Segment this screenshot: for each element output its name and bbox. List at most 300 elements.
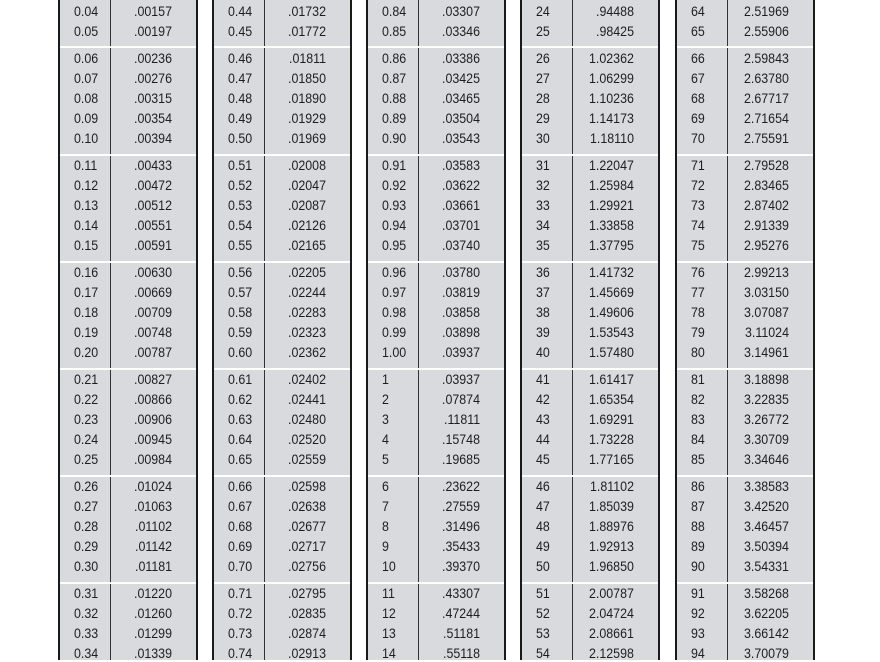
table-cell-mm: 0.15 <box>74 238 99 254</box>
table-cell-mm: 14 <box>382 646 396 662</box>
table-cell-inches: .03307 <box>442 4 480 19</box>
group-separator <box>368 582 504 584</box>
table-cell-inches: 2.87402 <box>744 197 789 213</box>
group-separator <box>60 368 196 370</box>
table-cell-mm: 0.59 <box>228 325 253 341</box>
table-cell-inches: 2.00787 <box>589 585 634 601</box>
column-divider <box>110 0 111 660</box>
table-cell-inches: .35433 <box>442 539 480 555</box>
table-cell-mm: 0.88 <box>382 90 407 106</box>
group-separator <box>677 261 813 263</box>
table-cell-inches: .02126 <box>288 218 326 234</box>
table-cell-inches: .19685 <box>442 452 480 468</box>
table-cell-mm: 0.74 <box>228 646 253 662</box>
group-separator <box>677 46 813 48</box>
table-cell-inches: .02677 <box>288 519 326 535</box>
table-cell-mm: 8 <box>382 519 389 535</box>
table-cell-inches: .01890 <box>288 90 326 106</box>
table-cell-mm: 11 <box>382 585 395 601</box>
table-cell-inches: .01220 <box>134 585 172 601</box>
table-cell-inches: 1.29921 <box>589 197 634 213</box>
table-cell-inches: .03661 <box>442 197 480 213</box>
table-cell-mm: 0.57 <box>228 284 253 300</box>
table-cell-inches: 3.38583 <box>744 478 789 494</box>
table-cell-inches: .43307 <box>442 585 480 601</box>
table-cell-inches: .00472 <box>134 177 172 193</box>
table-cell-mm: 30 <box>536 131 550 147</box>
table-cell-mm: 0.86 <box>382 50 407 66</box>
group-separator <box>522 154 658 156</box>
table-cell-mm: 36 <box>536 264 550 280</box>
table-cell-mm: 4 <box>382 432 389 448</box>
table-cell-mm: 0.33 <box>74 626 99 642</box>
table-cell-inches: .00669 <box>134 284 172 300</box>
table-cell-inches: .01299 <box>134 626 172 642</box>
table-cell-inches: .01772 <box>288 24 326 40</box>
table-cell-mm: 70 <box>691 131 705 147</box>
table-cell-inches: .03780 <box>442 264 480 280</box>
table-cell-inches: 2.12598 <box>589 646 634 662</box>
table-cell-mm: 0.10 <box>74 131 99 147</box>
table-cell-mm: 0.25 <box>74 452 99 468</box>
table-cell-mm: 89 <box>691 539 705 555</box>
table-cell-mm: 34 <box>536 218 550 234</box>
table-cell-inches: 3.30709 <box>744 432 789 448</box>
group-separator <box>368 154 504 156</box>
table-cell-mm: 0.13 <box>74 197 99 213</box>
table-cell-mm: 45 <box>536 452 550 468</box>
table-cell-mm: 3 <box>382 412 389 428</box>
table-cell-mm: 54 <box>536 646 550 662</box>
table-cell-mm: 64 <box>691 4 705 19</box>
table-cell-inches: .02205 <box>288 264 326 280</box>
table-cell-inches: .03425 <box>442 70 480 86</box>
table-cell-mm: 0.53 <box>228 197 253 213</box>
table-cell-mm: 0.93 <box>382 197 407 213</box>
table-cell-mm: 9 <box>382 539 389 555</box>
table-cell-inches: .01024 <box>134 478 172 494</box>
table-cell-mm: 0.09 <box>74 111 99 127</box>
table-cell-inches: .02047 <box>288 177 326 193</box>
group-separator <box>522 261 658 263</box>
table-cell-inches: 3.50394 <box>744 539 789 555</box>
table-cell-inches: .02795 <box>288 585 326 601</box>
table-cell-mm: 93 <box>691 626 705 642</box>
table-cell-inches: .02520 <box>288 432 326 448</box>
table-cell-mm: 13 <box>382 626 396 642</box>
column-divider <box>572 0 573 660</box>
table-cell-inches: .01850 <box>288 70 326 86</box>
table-cell-inches: .31496 <box>442 519 480 535</box>
table-cell-inches: .02283 <box>288 305 326 320</box>
column-divider <box>264 0 265 660</box>
table-cell-mm: 0.26 <box>74 478 99 494</box>
group-separator <box>677 368 813 370</box>
table-cell-mm: 0.18 <box>74 305 99 320</box>
table-cell-inches: .00157 <box>134 4 172 19</box>
table-cell-mm: 71 <box>691 157 705 173</box>
table-cell-mm: 0.85 <box>382 24 407 40</box>
table-cell-inches: .23622 <box>442 478 480 494</box>
table-cell-inches: .03937 <box>442 371 480 387</box>
table-cell-inches: .39370 <box>442 559 480 575</box>
table-cell-inches: 1.65354 <box>589 391 634 407</box>
table-cell-inches: 3.46457 <box>744 519 789 535</box>
table-cell-mm: 0.99 <box>382 325 407 341</box>
table-cell-inches: 3.62205 <box>744 606 789 621</box>
table-cell-inches: .03465 <box>442 90 480 106</box>
table-cell-mm: 28 <box>536 90 550 106</box>
table-cell-inches: .98425 <box>596 24 634 40</box>
group-separator <box>522 582 658 584</box>
table-cell-inches: .00709 <box>134 305 172 320</box>
table-cell-mm: 0.73 <box>228 626 253 642</box>
table-cell-mm: 88 <box>691 519 705 535</box>
table-cell-mm: 0.50 <box>228 131 253 147</box>
group-separator <box>368 261 504 263</box>
table-cell-inches: 1.96850 <box>589 559 634 575</box>
table-cell-inches: .03622 <box>442 177 480 193</box>
table-cell-mm: 90 <box>691 559 705 575</box>
group-separator <box>60 475 196 477</box>
table-cell-inches: .02638 <box>288 498 326 514</box>
table-cell-inches: .00945 <box>134 432 172 448</box>
group-separator <box>214 368 350 370</box>
table-cell-inches: 2.04724 <box>589 606 634 621</box>
table-cell-mm: 5 <box>382 452 389 468</box>
table-cell-inches: .02362 <box>288 345 326 361</box>
group-separator <box>60 261 196 263</box>
table-cell-mm: 38 <box>536 305 550 320</box>
group-separator <box>677 582 813 584</box>
table-cell-mm: 68 <box>691 90 705 106</box>
table-cell-mm: 10 <box>382 559 396 575</box>
table-cell-inches: .02874 <box>288 626 326 642</box>
table-cell-inches: .03543 <box>442 131 480 147</box>
table-cell-mm: 29 <box>536 111 550 127</box>
table-cell-inches: .00827 <box>134 371 172 387</box>
table-cell-mm: 48 <box>536 519 550 535</box>
table-cell-mm: 0.95 <box>382 238 407 254</box>
table-cell-inches: 1.85039 <box>589 498 634 514</box>
table-cell-inches: .01142 <box>134 539 172 555</box>
group-separator <box>368 475 504 477</box>
table-cell-inches: 2.95276 <box>744 238 789 254</box>
group-separator <box>522 475 658 477</box>
table-cell-mm: 78 <box>691 305 705 320</box>
table-cell-mm: 0.31 <box>74 585 99 601</box>
table-cell-mm: 0.28 <box>74 519 99 535</box>
table-cell-inches: .02323 <box>288 325 326 341</box>
group-separator <box>60 582 196 584</box>
table-cell-inches: .03740 <box>442 238 480 254</box>
table-cell-mm: 41 <box>536 371 550 387</box>
table-cell-inches: 3.03150 <box>744 284 789 300</box>
table-cell-mm: 0.84 <box>382 4 407 19</box>
table-cell-inches: 2.08661 <box>589 626 634 642</box>
table-cell-mm: 94 <box>691 646 705 662</box>
table-cell-mm: 35 <box>536 238 550 254</box>
table-cell-inches: 1.73228 <box>589 432 634 448</box>
table-cell-mm: 44 <box>536 432 550 448</box>
table-cell-inches: 2.51969 <box>744 4 789 19</box>
group-separator <box>522 46 658 48</box>
table-cell-inches: .02402 <box>288 371 326 387</box>
table-cell-inches: 3.11024 <box>745 325 789 341</box>
table-cell-mm: 43 <box>536 412 550 428</box>
table-cell-inches: 1.14173 <box>589 111 634 127</box>
table-cell-mm: 85 <box>691 452 705 468</box>
table-cell-mm: 0.44 <box>228 4 253 19</box>
table-cell-inches: 2.79528 <box>744 157 789 173</box>
table-cell-mm: 65 <box>691 24 705 40</box>
table-cell-mm: 81 <box>691 371 705 387</box>
table-cell-mm: 0.46 <box>228 50 253 66</box>
table-cell-inches: .00787 <box>134 345 172 361</box>
table-cell-mm: 50 <box>536 559 550 575</box>
table-cell-inches: .01181 <box>134 559 172 575</box>
table-cell-mm: 0.47 <box>228 70 253 86</box>
table-cell-inches: .02087 <box>288 197 326 213</box>
table-cell-mm: 79 <box>691 325 705 341</box>
table-cell-inches: .03701 <box>442 218 480 234</box>
table-cell-mm: 69 <box>691 111 705 127</box>
table-cell-inches: 1.37795 <box>589 238 634 254</box>
table-cell-inches: .02717 <box>288 539 326 555</box>
table-cell-mm: 0.17 <box>74 284 99 300</box>
table-cell-mm: 1 <box>382 371 389 387</box>
table-cell-mm: 0.98 <box>382 305 407 320</box>
table-cell-mm: 33 <box>536 197 550 213</box>
table-cell-mm: 0.06 <box>74 50 99 66</box>
table-cell-inches: 1.18110 <box>590 131 634 147</box>
table-cell-mm: 49 <box>536 539 550 555</box>
table-cell-mm: 0.56 <box>228 264 253 280</box>
table-cell-inches: 3.34646 <box>744 452 789 468</box>
table-cell-mm: 37 <box>536 284 550 300</box>
table-cell-mm: 0.30 <box>74 559 99 575</box>
table-cell-mm: 0.94 <box>382 218 407 234</box>
table-cell-inches: .02598 <box>288 478 326 494</box>
table-cell-inches: 1.81102 <box>590 478 634 494</box>
table-cell-mm: 6 <box>382 478 389 494</box>
table-cell-mm: 0.12 <box>74 177 99 193</box>
table-cell-mm: 76 <box>691 264 705 280</box>
table-cell-mm: 0.05 <box>74 24 99 40</box>
table-cell-mm: 0.32 <box>74 606 99 621</box>
table-cell-mm: 73 <box>691 197 705 213</box>
group-separator <box>368 368 504 370</box>
table-cell-inches: .03858 <box>442 305 480 320</box>
table-cell-inches: 3.58268 <box>744 585 789 601</box>
table-cell-mm: 74 <box>691 218 705 234</box>
table-cell-mm: 67 <box>691 70 705 86</box>
group-separator <box>677 154 813 156</box>
table-cell-mm: 40 <box>536 345 550 361</box>
table-cell-inches: 1.92913 <box>589 539 634 555</box>
table-cell-inches: 1.53543 <box>589 325 634 341</box>
table-cell-inches: .02244 <box>288 284 326 300</box>
table-cell-inches: .01063 <box>134 498 172 514</box>
table-cell-inches: .94488 <box>596 4 634 19</box>
table-cell-mm: 51 <box>536 585 550 601</box>
table-cell-inches: .27559 <box>442 498 480 514</box>
table-cell-mm: 0.07 <box>74 70 99 86</box>
table-cell-inches: .00551 <box>134 218 172 234</box>
table-cell-mm: 0.11 <box>74 157 98 173</box>
table-cell-inches: .51181 <box>442 626 480 642</box>
table-cell-mm: 0.04 <box>74 4 99 19</box>
table-cell-mm: 77 <box>691 284 705 300</box>
table-cell-mm: 46 <box>536 478 550 494</box>
table-cell-mm: 0.22 <box>74 391 99 407</box>
table-cell-mm: 0.87 <box>382 70 407 86</box>
column-divider <box>418 0 419 660</box>
table-cell-inches: 1.77165 <box>589 452 634 468</box>
table-cell-mm: 0.29 <box>74 539 99 555</box>
table-cell-inches: .03504 <box>442 111 480 127</box>
table-cell-mm: 53 <box>536 626 550 642</box>
table-cell-inches: 3.54331 <box>744 559 789 575</box>
table-cell-inches: 1.33858 <box>589 218 634 234</box>
table-cell-mm: 0.90 <box>382 131 407 147</box>
table-cell-inches: .02165 <box>288 238 326 254</box>
group-separator <box>368 46 504 48</box>
table-cell-mm: 0.58 <box>228 305 253 320</box>
table-cell-inches: .00276 <box>134 70 172 86</box>
table-cell-mm: 80 <box>691 345 705 361</box>
table-cell-inches: .47244 <box>442 606 480 621</box>
table-cell-mm: 0.92 <box>382 177 407 193</box>
table-cell-mm: 0.65 <box>228 452 253 468</box>
table-cell-mm: 0.14 <box>74 218 99 234</box>
table-cell-mm: 0.89 <box>382 111 407 127</box>
table-cell-mm: 0.21 <box>74 371 99 387</box>
table-cell-mm: 7 <box>382 498 389 514</box>
table-cell-inches: .03819 <box>442 284 480 300</box>
table-cell-inches: 1.61417 <box>589 371 634 387</box>
table-cell-mm: 0.20 <box>74 345 99 361</box>
table-cell-inches: 1.06299 <box>589 70 634 86</box>
table-cell-mm: 42 <box>536 391 550 407</box>
table-cell-inches: 3.22835 <box>744 391 789 407</box>
table-cell-mm: 0.52 <box>228 177 253 193</box>
table-cell-inches: 1.45669 <box>589 284 634 300</box>
table-cell-mm: 0.19 <box>74 325 99 341</box>
table-cell-mm: 0.64 <box>228 432 253 448</box>
table-cell-inches: 2.67717 <box>744 90 789 106</box>
table-cell-inches: .01339 <box>134 646 172 662</box>
table-cell-mm: 0.60 <box>228 345 253 361</box>
table-cell-mm: 0.45 <box>228 24 253 40</box>
group-separator <box>214 261 350 263</box>
table-cell-inches: .00512 <box>134 197 172 213</box>
table-cell-inches: 1.41732 <box>589 264 634 280</box>
group-separator <box>214 46 350 48</box>
table-cell-inches: 2.83465 <box>744 177 789 193</box>
table-cell-inches: .00906 <box>134 412 172 428</box>
table-cell-mm: 0.67 <box>228 498 253 514</box>
table-cell-mm: 24 <box>536 4 550 19</box>
table-cell-mm: 0.62 <box>228 391 253 407</box>
table-cell-inches: .01732 <box>288 4 326 19</box>
group-separator <box>677 475 813 477</box>
table-cell-inches: .03898 <box>442 325 480 341</box>
table-cell-mm: 31 <box>536 157 550 173</box>
table-cell-mm: 0.72 <box>228 606 253 621</box>
table-cell-inches: 3.18898 <box>744 371 789 387</box>
table-cell-mm: 86 <box>691 478 705 494</box>
table-cell-inches: .00394 <box>134 131 172 147</box>
table-cell-mm: 26 <box>536 50 550 66</box>
table-cell-inches: .00433 <box>134 157 172 173</box>
table-cell-inches: 2.63780 <box>744 70 789 86</box>
table-cell-mm: 0.61 <box>228 371 253 387</box>
table-cell-inches: 2.99213 <box>744 264 789 280</box>
table-cell-inches: .02756 <box>288 559 326 575</box>
table-cell-inches: .02008 <box>288 157 326 173</box>
table-cell-inches: .01929 <box>288 111 326 127</box>
table-cell-inches: .15748 <box>442 432 480 448</box>
table-cell-inches: 2.75591 <box>744 131 789 147</box>
table-cell-inches: 2.59843 <box>744 50 789 66</box>
table-cell-mm: 87 <box>691 498 705 514</box>
table-cell-mm: 82 <box>691 391 705 407</box>
table-cell-inches: .00866 <box>134 391 172 407</box>
table-cell-inches: .02835 <box>288 606 326 621</box>
table-cell-mm: 2 <box>382 391 389 407</box>
table-cell-inches: 2.91339 <box>744 218 789 234</box>
table-cell-mm: 72 <box>691 177 705 193</box>
table-cell-mm: 0.34 <box>74 646 99 662</box>
table-cell-mm: 0.68 <box>228 519 253 535</box>
table-cell-inches: .02480 <box>288 412 326 428</box>
table-cell-inches: .55118 <box>442 646 480 662</box>
table-cell-mm: 0.27 <box>74 498 99 514</box>
table-cell-mm: 0.08 <box>74 90 99 106</box>
table-cell-mm: 0.69 <box>228 539 253 555</box>
table-cell-inches: 1.88976 <box>589 519 634 535</box>
table-cell-mm: 0.71 <box>228 585 253 601</box>
group-separator <box>214 154 350 156</box>
table-cell-inches: 3.70079 <box>744 646 789 662</box>
column-divider <box>727 0 728 660</box>
table-cell-inches: .00630 <box>134 264 172 280</box>
group-separator <box>60 46 196 48</box>
table-cell-inches: 1.57480 <box>589 345 634 361</box>
table-cell-mm: 75 <box>691 238 705 254</box>
table-cell-inches: .00748 <box>134 325 172 341</box>
table-cell-inches: .03386 <box>442 50 480 66</box>
table-cell-inches: 1.22047 <box>589 157 634 173</box>
table-cell-inches: .01811 <box>288 50 326 66</box>
table-cell-inches: 1.10236 <box>589 90 634 106</box>
table-cell-inches: .03346 <box>442 24 480 40</box>
table-cell-inches: 3.42520 <box>744 498 789 514</box>
table-cell-mm: 47 <box>536 498 550 514</box>
table-cell-inches: .02913 <box>288 646 326 662</box>
table-cell-mm: 0.96 <box>382 264 407 280</box>
table-cell-mm: 0.55 <box>228 238 253 254</box>
table-cell-mm: 1.00 <box>382 345 407 361</box>
table-cell-inches: 1.69291 <box>589 412 634 428</box>
table-cell-inches: .00197 <box>134 24 172 40</box>
table-cell-mm: 32 <box>536 177 550 193</box>
table-cell-mm: 0.23 <box>74 412 99 428</box>
table-cell-mm: 0.91 <box>382 157 407 173</box>
table-cell-inches: .00354 <box>134 111 172 127</box>
table-cell-mm: 84 <box>691 432 705 448</box>
